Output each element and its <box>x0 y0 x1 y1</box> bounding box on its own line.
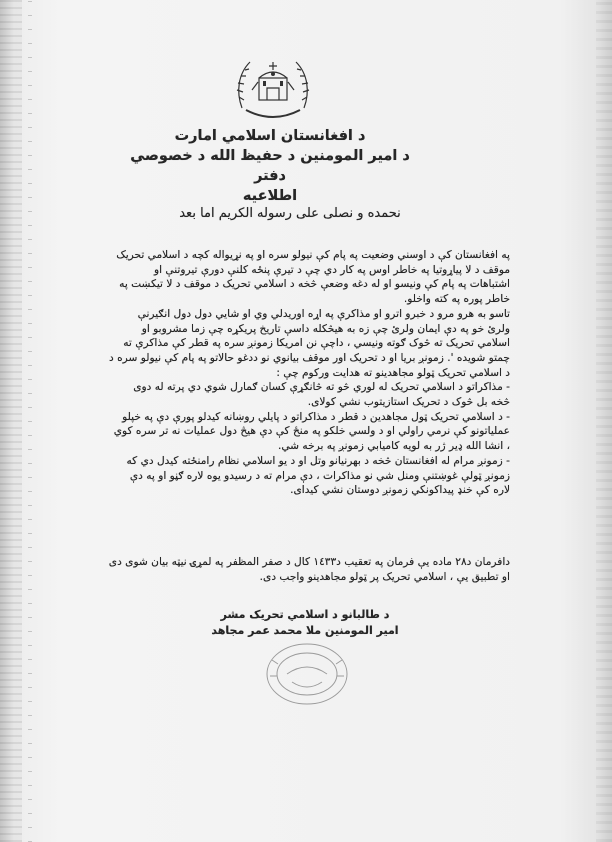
bismillah-line: نحمده و نصلی علی رسوله الکريم اما بعد <box>179 206 401 221</box>
body-line: - د اسلامي تحريک ټول مجاهدين د قطر د مذاکراتو د پايلي روښانه کيدلو پورې دې په خپلو <box>122 410 510 423</box>
scan-edge-right <box>596 0 612 842</box>
body-line: لاره کې خنډ پيداکونکي زمونږ دوستان نشي کيدای. <box>290 484 510 497</box>
emblem-icon <box>232 48 314 126</box>
body-line: اسلامي تحريک ته څوک ګوته ونيسي ، داچې نن امريکا زمونږ سره په قطر کې مذاکرې ته <box>123 337 510 350</box>
body-line: ، انشا الله ډير ژر به لويه کاميابي زمونږ په برخه شي. <box>277 440 510 453</box>
seal-stamp-icon <box>252 630 362 710</box>
closing-line: او تطبيق يې ، اسلامي تحريک پر ټولو مجاهدينو واجب دی. <box>259 571 510 583</box>
header-line-office: د امير المومنين د حفيظ الله د خصوصي دفتر <box>130 148 410 184</box>
body-line: په افغانستان کې د اوسني وضعيت په پام کې نيولو سره او په نړيواله کچه د اسلامي تحريک <box>116 249 510 261</box>
closing-line: دافرمان د٢٨ ماده يې فرمان په تعقيب د١٤٣٣ کال د صفر المظفر په لمړۍ نيټه بيان شوی دی <box>108 556 510 568</box>
body-line: - زمونږ مرام له افغانستان څخه د بهرنيانو وتل او د يو اسلامي نظام رامنځته کيدل دي که <box>126 454 510 467</box>
body-line: عملياتونو کې نرمي راولي او د ولسي خلکو په منځ کې دې هيڅ دول عمليات نه تر سره کوي <box>113 425 510 438</box>
letter-header <box>120 126 420 206</box>
closing-paragraph <box>70 555 510 585</box>
letter-body <box>70 248 510 498</box>
scan-edge-left <box>0 0 22 842</box>
binder-hole-marks <box>28 0 32 842</box>
signature-name: امير المومنين ملا محمد عمر مجاهد <box>211 624 399 637</box>
body-line: چمتو شويده '. زمونږ بريا او د تحريک اور موقف بيانوي نو ددغو حالاتو په پام کې نيولو سره د <box>109 351 510 364</box>
body-line: تاسو به هرو مرو د خبرو اترو او مذاکرې په اړه اوريدلي وي او شايي دول دول انګيرنې <box>137 307 510 320</box>
header-line-announcement: اطلاعيه <box>242 188 298 204</box>
body-line: د اسلامي تحريک ټولو مجاهدينو ته هدايت ورکوم چې : <box>276 366 510 379</box>
body-line: موقف د لا پياړوتيا په خاطر اوس په کار دي چې د تيرې پنځه کلنې دورې تيروتنې او <box>153 263 510 276</box>
body-line: ولرئ خو په دې ايمان ولرئ چې زه به هيڅکله داسې تاريخ پريکړه چې زما مشروبو او <box>141 322 510 335</box>
body-line: څخه بل څوک د تحريک استازيتوب نشي کولای. <box>307 396 510 409</box>
body-line: - مذاکراتو د اسلامي تحريک له لوري څو ته څانګړې کسان ګمارل شوي دي پرته له دوی <box>133 381 510 394</box>
header-line-emirate: د افغانستان اسلامي امارت <box>174 128 366 144</box>
body-line: زمونږ ټولې غوښتنې ومنل شي نو مذاکرات ، دې مرام ته د رسيدو يوه لاره ګڼو او په دې <box>129 469 510 482</box>
body-line: اشتباهات په پام کې ونيسو او له دغه وضعې څخه د اسلامي تحريک د موقف د لا تيکښت په <box>119 278 510 291</box>
signature-title: د طالبانو د اسلامي تحريک مشر <box>220 608 390 621</box>
body-line: خاطر پوره په کته واخلو. <box>403 293 510 306</box>
